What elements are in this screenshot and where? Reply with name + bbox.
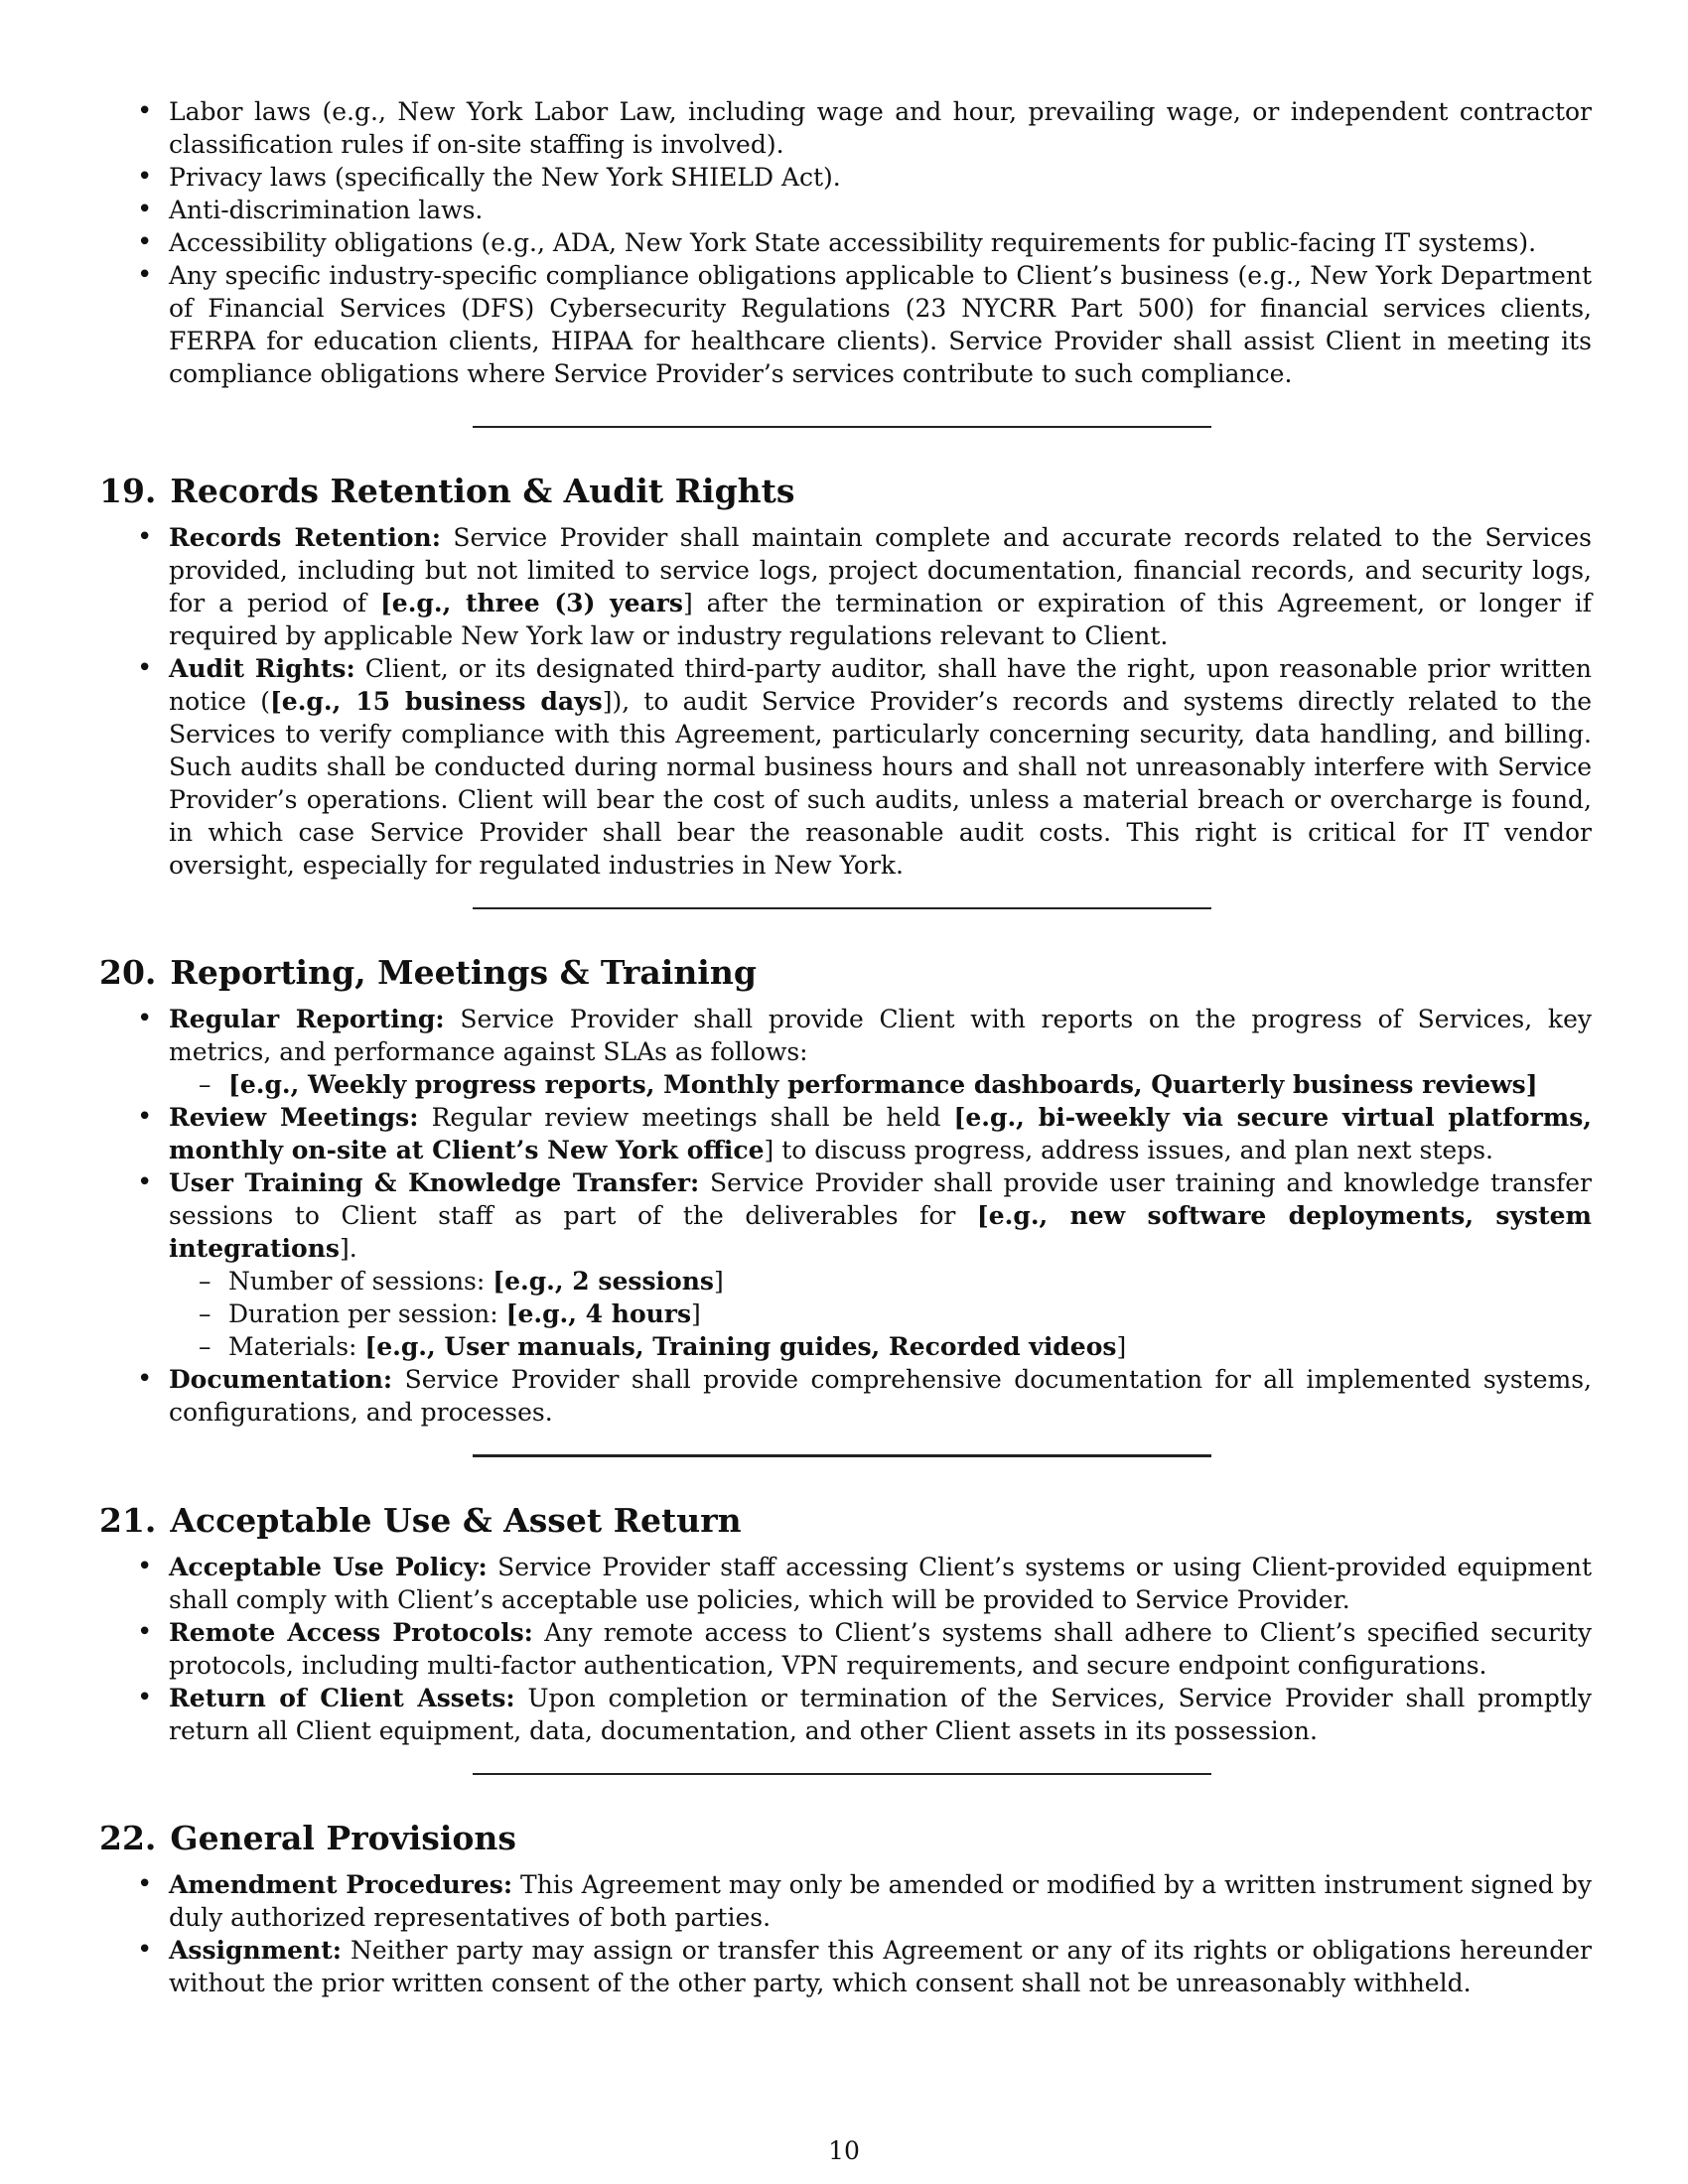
sub-item-label: Duration per session:	[228, 1299, 506, 1328]
list-item: • Any specific industry-specific compliance obligations applicable to Client’s business (e.g., New York Department of Financial Services (DFS) Cybersecurity Regulations (23 NYCRR Part 500) for financial services clients, FERPA for education clients, HIPAA for healthcare clients). Service Provider shall assist Client in meeting its compliance obligations where Service Provider’s services contribute to such compliance.	[99, 259, 1592, 390]
section-19-list	[99, 521, 1592, 882]
sub-item-label: Materials:	[228, 1332, 365, 1361]
list-item: • Anti-discrimination laws.	[99, 194, 1592, 226]
item-label: Return of Client Assets:	[169, 1684, 515, 1712]
item-text: Service Provider shall provide comprehensive documentation for all implemented systems, configurations, and processes.	[169, 1365, 1592, 1427]
sub-item	[169, 1068, 1592, 1101]
bracket: ]	[713, 1267, 724, 1296]
section-divider	[473, 1773, 1211, 1775]
section-21-list	[99, 1551, 1592, 1747]
sub-list	[169, 1068, 1592, 1101]
list-item-records-retention	[99, 521, 1592, 652]
placeholder-text: [e.g., 2 sessions	[492, 1267, 714, 1296]
placeholder-text: [e.g., 15 business days	[269, 687, 603, 716]
list-item-remote-access	[99, 1616, 1592, 1682]
page-number: 10	[828, 2136, 860, 2165]
placeholder-text: [e.g., 4 hours	[505, 1299, 692, 1328]
item-label: Assignment:	[169, 1936, 343, 1965]
list-item-return-assets	[99, 1682, 1592, 1747]
section-title: Reporting, Meetings & Training	[170, 953, 757, 992]
placeholder-text: [e.g., bi-weekly via secure virtual platforms, monthly on-site at Client’s New York office	[169, 1103, 1592, 1164]
list-item-regular-reporting	[99, 1003, 1592, 1101]
section-22-list	[99, 1868, 1593, 1999]
placeholder-text: [e.g., three (3) years	[379, 589, 683, 617]
list-item-amendment	[99, 1868, 1592, 1934]
item-text: Any remote access to Client’s systems shall adhere to Client’s specified security protocols, including multi-factor authentication, VPN requirements, and secure endpoint configurations.	[169, 1618, 1592, 1680]
sub-item	[169, 1265, 1592, 1297]
bracket: ]	[691, 1299, 701, 1328]
section-number: 21.	[99, 1501, 157, 1540]
section-divider	[473, 426, 1211, 428]
placeholder-text: [e.g., Weekly progress reports, Monthly performance dashboards, Quarterly business reviews]	[228, 1070, 1538, 1099]
section-heading-19	[99, 472, 1589, 511]
item-label: Amendment Procedures:	[169, 1870, 513, 1899]
item-text: Regular review meetings shall be held	[418, 1103, 954, 1132]
item-text: This Agreement may only be amended or modified by a written instrument signed by duly authorized representatives of both parties.	[169, 1870, 1593, 1932]
section-heading-20	[99, 953, 1589, 993]
placeholder-text: [e.g., User manuals, Training guides, Recorded videos	[364, 1332, 1117, 1361]
section-number: 20.	[99, 953, 157, 992]
section-title: General Provisions	[170, 1819, 517, 1857]
item-text: Service Provider staff accessing Client’s systems or using Client-provided equipment shall comply with Client’s acceptable use policies, which will be provided to Service Provider.	[169, 1553, 1592, 1614]
list-item-documentation	[99, 1363, 1592, 1429]
list-item-assignment	[99, 1934, 1592, 1999]
sub-list	[169, 1265, 1592, 1363]
item-text: Service Provider shall provide user training and knowledge transfer sessions to Client staff as part of the deliverables for	[169, 1168, 1592, 1230]
list-item-audit-rights	[99, 652, 1592, 882]
sub-item-label: Number of sessions:	[228, 1267, 493, 1296]
item-label: Acceptable Use Policy:	[169, 1553, 488, 1581]
section-title: Acceptable Use & Asset Return	[170, 1501, 742, 1540]
section-number: 19.	[99, 472, 157, 510]
item-text: Upon completion or termination of the Services, Service Provider shall promptly return all Client equipment, data, documentation, and other Client assets in its possession.	[169, 1684, 1592, 1745]
placeholder-text: [e.g., new software deployments, system integrations	[169, 1201, 1592, 1263]
item-label: Remote Access Protocols:	[169, 1618, 533, 1647]
compliance-list	[99, 95, 1592, 390]
item-label: User Training & Knowledge Transfer:	[169, 1168, 700, 1197]
list-item: • Privacy laws (specifically the New York SHIELD Act).	[99, 161, 1592, 194]
item-text: ]), to audit Service Provider’s records and systems directly related to the Services to verify compliance with this Agreement, particularly concerning security, data handling, and billing. Such audits shall be conducted during normal business hours and shall not unreasonably interfere with Service Provider’s operations. Client will bear the cost of such audits, unless a material breach or overcharge is found, in which case Service Provider shall bear the reasonable audit costs. This right is critical for IT vendor oversight, especially for regulated industries in New York.	[169, 687, 1592, 880]
item-label: Review Meetings:	[169, 1103, 419, 1132]
section-heading-22	[99, 1819, 1589, 1858]
item-label: Documentation:	[169, 1365, 393, 1394]
item-text: ].	[339, 1234, 357, 1263]
item-text: Service Provider shall maintain complete and accurate records related to the Services provided, including but not limited to service logs, project documentation, financial records, and security logs, for a period of	[169, 523, 1592, 617]
item-label: Audit Rights:	[169, 654, 355, 683]
item-text: Neither party may assign or transfer this Agreement or any of its rights or obligations hereunder without the prior written consent of the other party, which consent shall not be unreasonably withheld.	[169, 1936, 1592, 1997]
item-label: Records Retention:	[169, 523, 441, 552]
section-divider	[473, 907, 1211, 909]
section-divider	[473, 1454, 1211, 1457]
sub-item	[169, 1297, 1592, 1330]
item-text: Client, or its designated third-party auditor, shall have the right, upon reasonable prior written notice (	[169, 654, 1592, 716]
list-item-review-meetings	[99, 1101, 1592, 1166]
list-item: • Labor laws (e.g., New York Labor Law, including wage and hour, prevailing wage, or independent contractor classification rules if on-site staffing is involved).	[99, 95, 1592, 161]
list-item: • Accessibility obligations (e.g., ADA, New York State accessibility requirements for public-facing IT systems).	[99, 226, 1592, 259]
item-text: ] to discuss progress, address issues, and plan next steps.	[764, 1136, 1493, 1164]
list-item-user-training	[99, 1166, 1592, 1363]
item-text: ] after the termination or expiration of this Agreement, or longer if required by applicable New York law or industry regulations relevant to Client.	[169, 589, 1592, 650]
bracket: ]	[1116, 1332, 1127, 1361]
section-20-list	[99, 1003, 1592, 1429]
document-page	[99, 95, 1593, 1999]
item-text: Service Provider shall provide Client with reports on the progress of Services, key metrics, and performance against SLAs as follows:	[169, 1005, 1592, 1066]
section-title: Records Retention & Audit Rights	[170, 472, 795, 510]
section-number: 22.	[99, 1819, 157, 1857]
section-heading-21	[99, 1501, 1589, 1541]
item-label: Regular Reporting:	[169, 1005, 445, 1033]
sub-item	[169, 1330, 1592, 1363]
list-item-acceptable-use	[99, 1551, 1592, 1616]
